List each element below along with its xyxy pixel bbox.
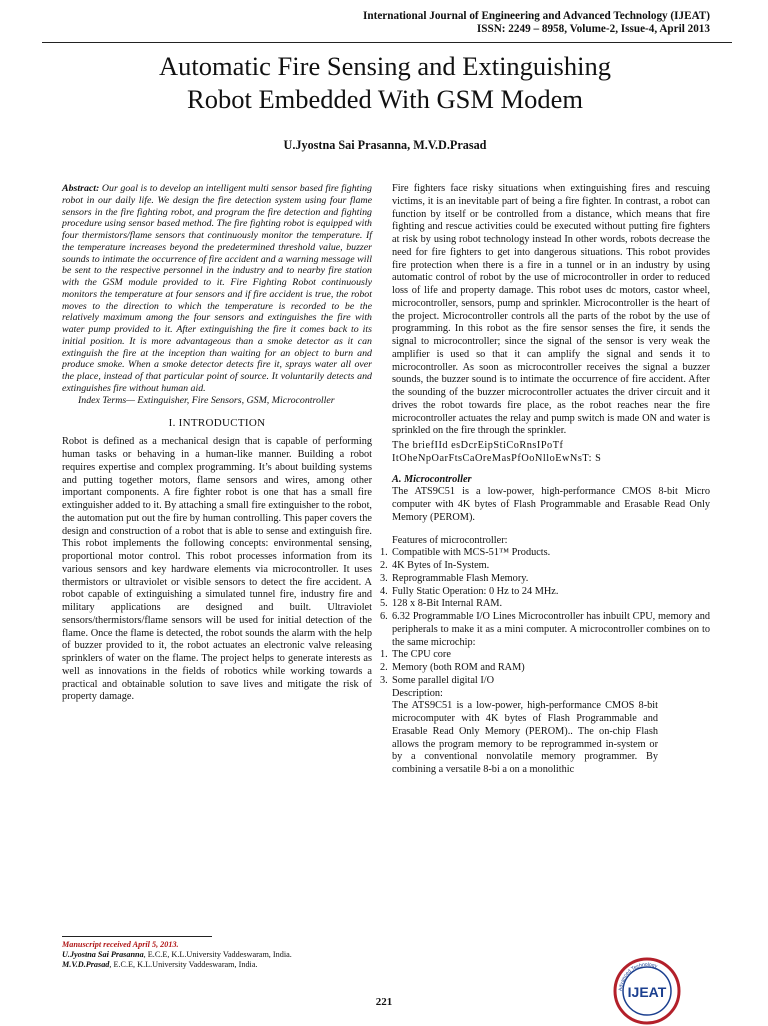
right-column [380,183,710,777]
header-rule [42,42,732,43]
footnote-rule [62,936,212,937]
journal-issn: ISSN: 2249 – 8958, Volume-2, Issue-4, April 2013 [476,23,710,35]
chip-components-list [380,649,710,687]
abstract [62,183,372,395]
logo-ring-text: Advanced Technology [617,961,658,992]
garbled-brief-text [392,440,710,466]
intro-text: Robot is defined as a mechanical design that is capable of performing human tasks or behaving in a human-like manner. Building a robot requires expertise and complex programming. It’s about building systems and putting together motors, flame sensors and wires, among other important components. A fire fighter robot is one that has a small fire extinguisher added to it. By attaching a small fire extinguisher to the robot, the automation put out the fire by human controlling. This paper covers the design and construction of a robot that is able to sense and extinguish fire. This robot implements the following concepts: environmental sensing, proportional motor control. This robot processes information from its various sensors and key hardware elements via microcontroller. It uses thermistors or ultraviolet or visible sensors to detect the fire accident. A robot capable of extinguishing a simulated tunnel fire, industry fire and military applications are designed and built. Ultraviolet sensors/thermistors/flame sensors will be used for initial detection of the flame. Once the flame is detected, the robot sounds the alarm with the help of buzzer provided to it, the robot actuates an electronic valve releasing sprinklers of water on the flame. The project helps to generate interests as well as innovations in the fields of robotics while working towards a practical and obtainable solution to save lives and mitigate the risk of property damage. [62,436,372,703]
page-number: 221 [375,996,393,1008]
journal-name: International Journal of Engineering and Advanced Technology (IJEAT) [363,10,710,22]
journal-header [363,10,710,36]
index-terms: Index Terms— Extinguisher, Fire Sensors, GSM, Microcontroller [78,394,335,406]
list-item: 2. Memory (both ROM and RAM) [380,662,525,673]
footnote [62,936,372,970]
body-paragraph-3: The ATS9C51 is a low-power, high-performance CMOS 8-bit microcomputer with 4K bytes of Flash Programmable and Erasable Read Only Memory (PEROM).. The on-chip Flash allows the program memory to be reprogrammed in-system or by a conventional nonvolatile memory programmer. By combining a versatile 8-bi a on a monolithic [392,700,658,775]
author-affiliation-2: M.V.D.Prasad, E.C.E, K.L.University Vaddeswaram, India. [62,960,258,969]
abstract-label: Abstract: [62,183,100,194]
list-item: 3. Some parallel digital I/O [380,674,495,686]
title-line-2: Robot Embedded With GSM Modem [187,84,583,114]
author-affiliation-1: U.Jyostna Sai Prasanna, E.C.E, K.L.University Vaddeswaram, India. [62,950,292,959]
intro-heading: I. INTRODUCTION [168,416,266,429]
logo-text: IJEAT [627,984,667,1000]
body-paragraph-1: Fire fighters face risky situations when extinguishing fires and rescuing victims, it is an inevitable part of being a fire fighter. In contrast, a robot can function by itself or be controlled from a distance, which means that fire fighting and rescue activities could be executed without putting fire fighters at risk by using robot technology instead In other words, robots decrease the need for fire fighters to get into dangerous situations. This robot provides fire protection when there is a fire in a tunnel or in an industry by using automatic control of robot by the use of microcontroller in order to reduced loss of life and property damage. This robot uses dc motors, castor wheel, microcontroller, sensors, pump and sprinkler. Microcontroller is the heart of the project. Microcontroller controls all the parts of the robot by the use of programming. In this robot as the fire sensor senses the fire, it sends the signal to microcontroller; since the signal of the sensor is very weak the amplifier is used so that it can amplify the signal and sends it to microcontroller. As soon as microcontroller receives the signal a buzzer sounds, the buzzer sound is to intimate the occurrence of fire accident. After the sounding of the buzzer microcontroller actuates the driver circuit and it drives the robot towards fire place, as the robot reaches near the fire microcontroller actuates the relay and pump switch is made ON and water is sprinkled on the fire through the sprinkler. [392,183,710,437]
list-item: 1. The CPU core [380,649,451,661]
brief-line-1: The briefIId esDcrEipStiCoRnsIPoTf [392,440,564,451]
description-label: Description: [392,687,443,699]
paper-title [60,50,710,116]
list-item: 5. 128 x 8-Bit Internal RAM. [380,598,503,610]
list-item: 2. 4K Bytes of In-System. [380,560,490,571]
features-list [380,547,710,649]
list-item: 3. Reprogrammable Flash Memory. [380,572,529,584]
ijeat-logo [612,956,682,1026]
title-line-1: Automatic Fire Sensing and Extinguishing [159,51,611,81]
paper-authors: U.Jyostna Sai Prasanna, M.V.D.Prasad [283,138,487,152]
list-item: 4. Fully Static Operation: 0 Hz to 24 MHz. [380,585,559,597]
subsection-heading-microcontroller: A. Microcontroller [392,473,472,485]
abstract-text: Our goal is to develop an intelligent multi sensor based fire fighting robot in our daily life. We design the fire detection system using four flame sensors in the fire fighting robot, and program the fire detection and fighting procedure using sensor based method. The fire fighting robot is equipped with four thermistors/flame sensors that continuously monitor the temperature. If the temperature increases beyond the predetermined threshold value, buzzer sounds to intimate the occurrence of fire accident and a warning message will be sent to the respective personnel in the industry and to nearby fire station with the GSM module provided to it. Fire Fighting Robot continuously monitors the temperature at four sensors and if fire accident is true, the robot moves to the direction to which the temperature is recorded to be the relatively maximum among the four sensors and extinguishes the fire with water pump provided to it. After extinguishing the fire it comes back to its initial position. It is more advantageous than a smoke detector as it can extinguish the fire at the inception than waiting for an object to burn and produce smoke. When a smoke detector detects fire it, sprays water all over the place, instead of that particular point of source. It voluntarily detects and extinguishes fire without human aid. [62,183,372,394]
list-item: 6. 6.32 Programmable I/O Lines Microcontroller has inbuilt CPU, memory and peripherals to make it as a mini computer. A microcontroller combines on to the same microchip: [380,611,710,648]
left-column [62,183,372,704]
manuscript-received: Manuscript received April 5, 2013. [62,940,179,949]
brief-line-2: ItOheNpOarFtsCaOreMasPfOoNlloEwNsT: S [392,452,602,464]
body-paragraph-2: The ATS9C51 is a low-power, high-performance CMOS 8-bit Micro computer with 4K bytes of Flash Programmable and Erasable Read Only Memory (PEROM). [392,486,710,523]
features-label: Features of microcontroller: [392,534,508,546]
list-item: 1. Compatible with MCS-51™ Products. [380,547,551,559]
